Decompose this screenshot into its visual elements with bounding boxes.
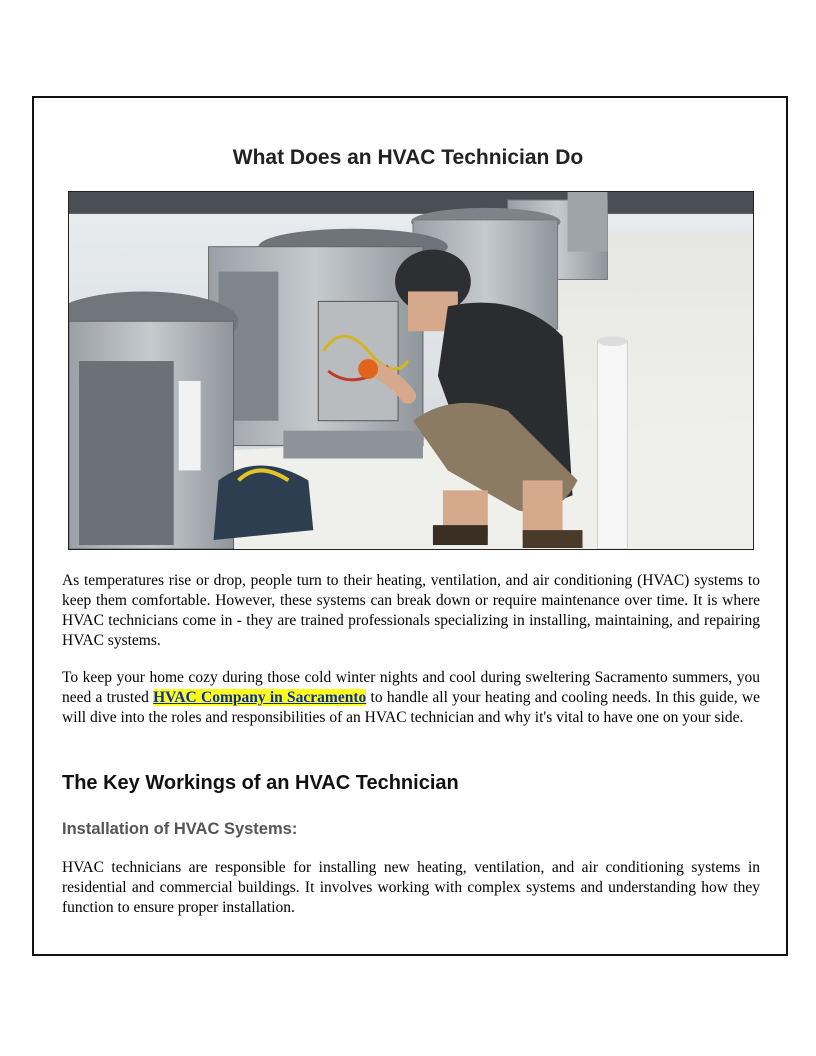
hvac-company-link[interactable]: HVAC Company in Sacramento [153, 689, 367, 706]
page-title: What Does an HVAC Technician Do [232, 146, 584, 169]
installation-paragraph: HVAC technicians are responsible for installing new heating, ventilation, and air conditioning systems in residential and commercial buildings. It involves working with complex systems and understanding how they function to ensure proper installation. [62, 859, 760, 916]
paragraph-2-text-end: to handle all your heating and cooling needs. In this guide, we will dive into the roles and responsibilities of an HVAC technician and why it's vital to have one on your side. [62, 689, 760, 726]
subsection-heading: Installation of HVAC Systems: [62, 820, 298, 838]
hvac-technician-photo [68, 191, 754, 550]
section-heading: The Key Workings of an HVAC Technician [62, 772, 459, 794]
paragraph-2-text-start: To keep your home cozy during those cold winter nights and cool during sweltering Sacramento summers, you need a trusted [62, 669, 760, 706]
sacramento-paragraph [62, 668, 760, 728]
photo-illustration [69, 192, 753, 549]
intro-paragraph: As temperatures rise or drop, people turn to their heating, ventilation, and air conditioning (HVAC) systems to keep them comfortable. However, these systems can break down or require maintenance over time. It is where HVAC technicians come in - they are trained professionals specializing in installing, maintaining, and repairing HVAC systems. [62, 572, 760, 649]
